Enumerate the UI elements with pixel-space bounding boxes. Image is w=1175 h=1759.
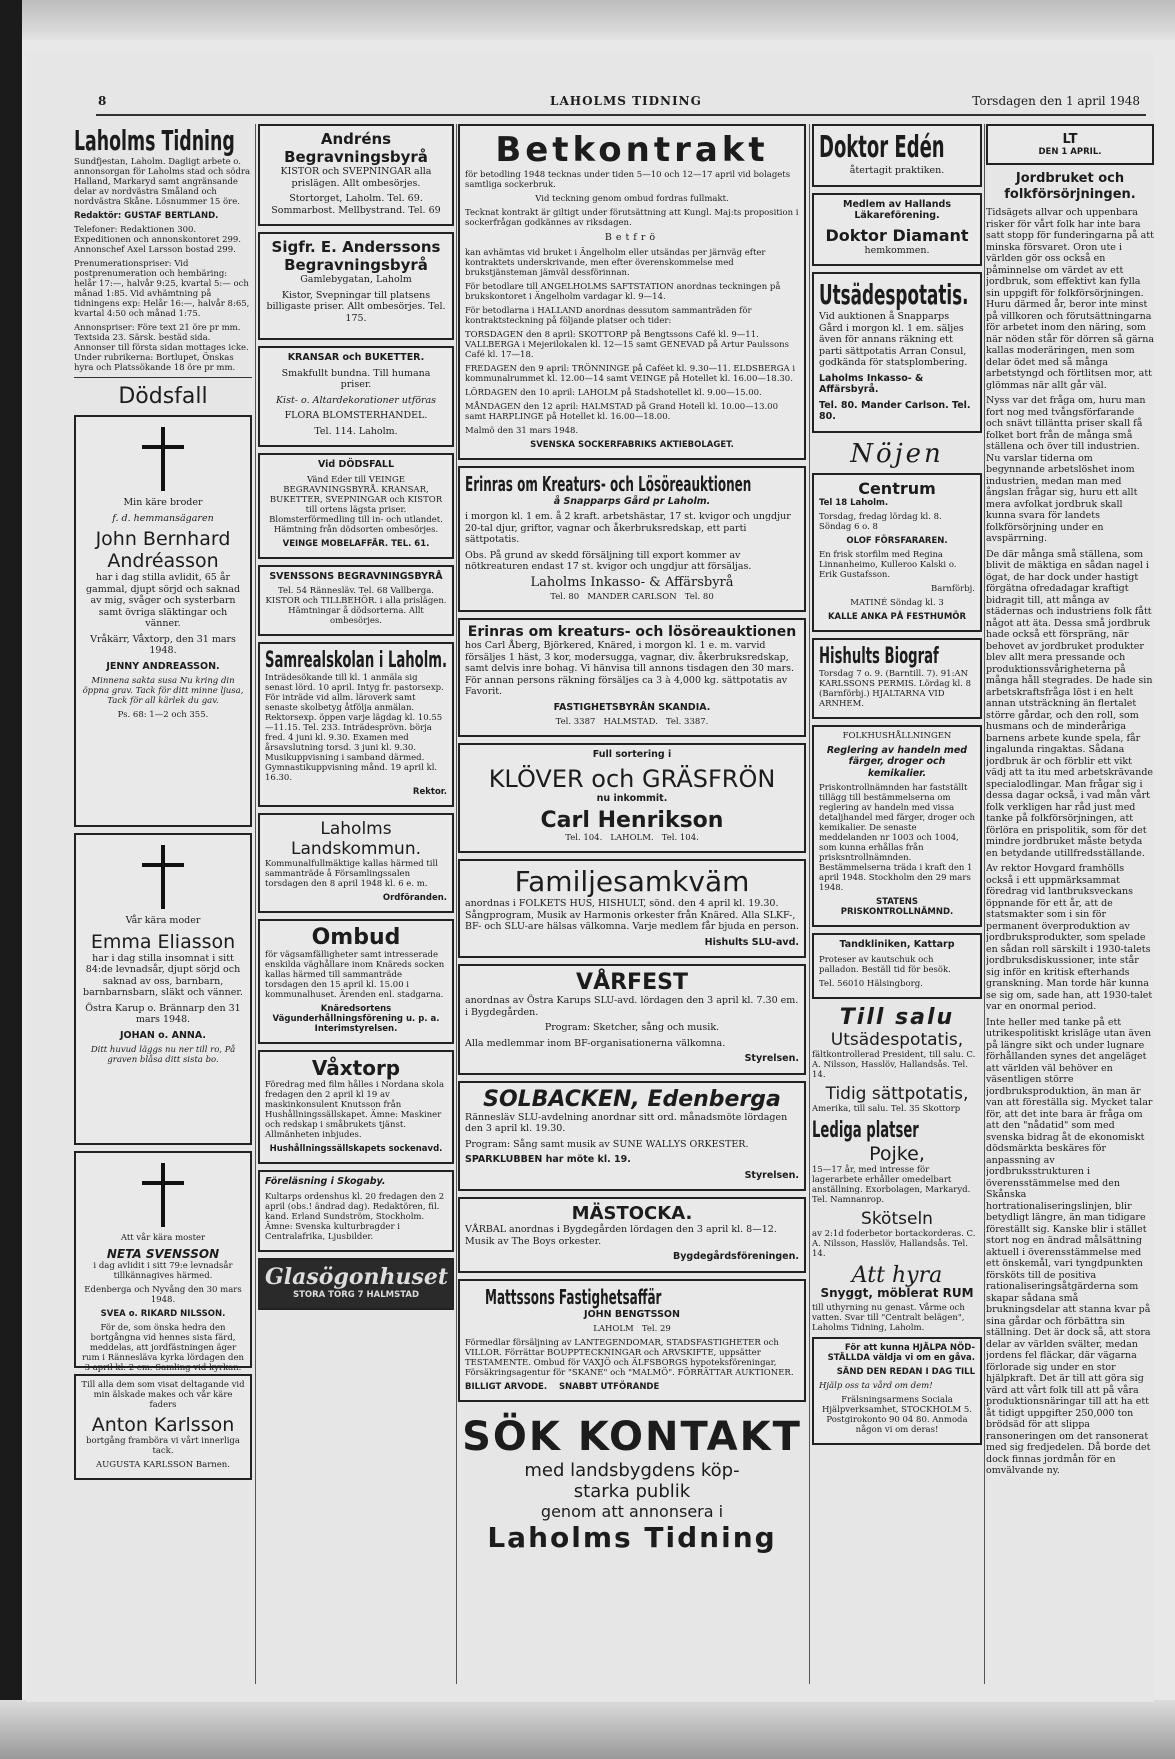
column-rule [809,124,810,1684]
notice-title: Ombud [311,925,401,950]
ad-glasogonhuset [258,1258,454,1310]
ad-contact: Tel. 104. LAHOLM. Tel. 104. [565,833,699,843]
ad-footer: STATENS PRISKONTROLLNÄMND. [840,897,954,917]
ad-title: KRANSAR och BUKETTER. [287,352,425,363]
ad-mattssons [458,1279,806,1403]
ad-text: Vid auktionen å Snapparps Gård i morgon kl. 1 em. säljes även för annans räkning ett parti sättpotatis Arran Consul, godkända för statsplombering. [819,311,968,368]
ad-contact: LAHOLM Tel. 29 [593,1324,671,1334]
ad-auction-bjorkered [458,618,806,737]
ad-text: Rännesläv SLU-avdelning anordnar sitt ord. månadsmöte lördagen den 3 april kl. 19.30. [465,1111,788,1134]
obit-place: Östra Karup o. Brännarp den 31 mars 1948. [85,1002,241,1025]
thanks-name: Anton Karlsson [91,1414,235,1436]
thanks-sign: AUGUSTA KARLSSON Barnen. [96,1460,230,1470]
ad-title: Mattssons Fastighetsaffär [484,1284,662,1309]
obit-title: f. d. hemmansägaren [112,512,214,524]
ad-title: SÖK KONTAKT [462,1414,802,1460]
thanks-anton-karlsson [74,1374,252,1480]
ad-text: Priskontrollnämnden har fastställt tillägg till bestämmelserna om reglering av handeln med vissa detaljhandel med färger, droger och kemikalier. De senaste meddelanden nr 1003 och 1004, som kunna erhållas från prisksntrollnämnden. Bestämmelserna träda i kraft den 1 april 1948. Stockholm den 29 mars 1948. [819,783,975,893]
ad-slogan: Hjälp oss ta vård om dem! [819,1381,933,1391]
ad-text: Proteser av kautschuk och palladon. Beställ tid för besök. [819,954,951,975]
ad-title: Hishults Biograf [819,643,939,669]
notice-sign: Knäredsortens Vägunderhållningsförening u. p. a. Interimstyrelsen. [272,1004,440,1034]
notice-sign: Hushållningssällskapets sockenavd. [269,1144,443,1154]
ad-sok-kontakt [458,1408,806,1554]
ad-doktor-diamant [812,193,982,267]
masthead: Laholms Tidning [74,124,235,157]
ad-sign: Styrelsen. [744,1053,799,1064]
ad-contact: Tel. 80 MANDER CARLSON Tel. 80 [550,592,714,602]
ad-text-2: Kist- o. Altardekorationer utföras [275,394,437,406]
notice-title: Föreläsning i Skogaby. [265,1176,386,1187]
obit-place: Vråkärr, Våxtorp, den 31 mars 1948. [90,633,236,656]
ad-program: Program: Sketcher, sång och musik. [544,1022,720,1033]
ad-title: Centrum [858,478,936,498]
column-rule [984,124,985,1684]
thanks-text: Till alla dem som visat deltagande vid min älskade makes och vår käre faders [81,1380,245,1410]
ad-veinge [258,453,454,559]
notice-text: Föredrag med film hålles i Nordana skola fredagen den 2 april kl 19 av maskinkonsulent Knutsson från Hushållningssällskapet. Ämne: Maskiner och redskap i småbrukets tjänst. Allmänheten inbjudes. [265,1080,445,1140]
ad-familjesamkvam [458,859,806,958]
ad-klover [458,743,806,853]
ad-text: fältkontrollerad President, till salu. C. A. Nilsson, Hasslöv, Hallandsås. Tel. 14. [812,1049,976,1080]
ad-rating: Barnförbj. [931,583,975,594]
ad-prices: Annonspriser: Före text 21 öre pr mm. Textsida 23. Särsk. bestäd sida. Annonser till första sidan mottages icke. Under rubrikerna: Bortlupet, Önskas hyra och Platssökande 18 öre pr mm. [74,323,249,373]
column-notices [812,124,982,1684]
ad-top: Medlem av Hallands Läkareförening. [842,198,952,221]
scan-edge-left [0,0,22,1759]
column-rule [456,124,457,1684]
ad-title: Andréns Begravningsbyrå [284,130,428,166]
bet-subheading: Betfrö [604,232,660,243]
section-title-nojen: Nöjen [850,438,944,469]
bet-text-2: Vid teckning genom ombud fordras fullmakt. [535,194,729,204]
column-imprint-obituaries [74,124,252,1684]
editorial-paragraph: Tidsägets allvar och uppenbara risker för vårt folk har inte bara satt stopp för funderingarna på att minska försvaret. Oron ute i världen gör oss också en påminnelse om värdet av ett jordbruk, som effektivt kan fylla sin uppgift för folkförsörjningen. Huru därmed år, beror inte minst på villkoren och förutsättningarna för arbetet inom den näring, som när nöden står för dörren så gärna kallas moderäringen, men som delar ödet med så många arbetstyngd och förtlitsen mor, att glömmas när allt går väl. [986,207,1154,391]
ad-footer: BILLIGT ARVODE. SNABBT UTFÖRANDE [465,1382,660,1392]
cross-icon [142,1163,184,1227]
ad-name: JOHN BENGTSSON [584,1308,680,1320]
ad-title: Utsädespotatis, [830,1029,964,1050]
ad-title: Familjesamkväm [514,865,750,898]
ad-text: Tel. 54 Rännesläv. Tel. 68 Vallberga. KISTOR och TILLBEHÖR. i alla prislägen. Hämtningar å dödsorterna. Allt ombesörjes. [265,586,447,626]
ad-title: Doktor Diamant [825,225,969,245]
ad-text: hemkommen. [864,244,930,256]
ad-text: Kistor, Svepningar till platsens billigaste priser. Allt ombesörjes. Tel. 175. [266,289,446,324]
ad-mastocka [458,1197,806,1273]
ad-doktor-eden [812,124,982,187]
obit-name: NETA SVENSSON [106,1247,220,1261]
ad-contact: Tel. 80. Mander Carlson. Tel. 80. [819,399,971,422]
ad-title: Sigfr. E. Anderssons Begravningsbyrå [271,238,441,274]
ad-address: Stortorget, Laholm. Tel. 69. Sommarbost. Mellbystrand. Tel. 69 [271,193,441,216]
notice-vaxtorp [258,1050,454,1164]
obit-text: har i dag stilla insomnat i sitt 84:de levnadsår, djupt sörjd och saknad av oss, barnbarn, barnbarnsbarn, släkt och vänner. [83,952,243,998]
ad-text: anordnas av Östra Karups SLU-avd. lördagen den 3 april kl. 7.30 em. i Bygdegården. [465,995,799,1018]
ad-address: STORA TORG 7 HALMSTAD [292,1289,420,1300]
notice-title-2: Landskommun. [290,839,422,859]
obit-verse: Ditt huvud läggs nu ner till ro, På graven blåsa ditt sista bo. [90,1045,236,1065]
ad-text-2: SPARKLUBBEN har möte kl. 19. [465,1154,631,1165]
ad-subtitle: å Snapparps Gård pr Laholm. [553,495,711,507]
obit-name: Emma Eliasson [90,930,236,953]
bet-sign: SVENSKA SOCKERFABRIKS AKTIEBOLAGET. [530,439,734,450]
ad-text: Torsdag 7 o. 9. (Barntill. 7). 91:AN KARLSSONS PERMIS. Lördag kl. 8 (Barnförbj.) HJALTARNA VID ARNHEM. [819,668,972,709]
ad-regulation [812,725,982,928]
ad-title: KLÖVER och GRÄSFRÖN [488,764,776,793]
bet-schedule-row: FREDAGEN den 9 april: TRÖNNINGE på Caféet kl. 9.30—11. ELDSBERGA i kommunalrummet kl. 12.00—14 samt VEINGE på Hotellet kl. 16.00—18.30. [465,363,796,384]
ad-text-2: Obs. På grund av skedd försäljning till export kommer av nötkreaturen endast 17 st. kvigor och ungdjur att försäljas. [465,549,752,572]
ad-sign: Hishults SLU-avd. [704,936,799,948]
ad-title: VÅRFEST [576,970,688,995]
ad-phone: Tel. 114. Laholm. [314,425,398,437]
obituary-neta-svensson [74,1151,252,1373]
ad-svenssons [258,565,454,637]
editorial-title: Jordbruket och folkförsörjningen. [1004,171,1136,202]
obit-name-surname: Andréasson [107,550,219,572]
page-number: 8 [98,94,107,108]
notice-sign: Ordföranden. [382,893,447,903]
editorial-paragraph: Nyss var det fråga om, huru man fort nog med tvångsförfarande och snävt tilläntta priser skall få folket bort från de många små ställena och över till industrien. Nu varslar tiderna om begynnande arbetslöshet inom industrien, medan man med ångslan frågar sig, huru ett allt mera avfolkat jordbruk skall kunna svara för landets folkförsörjning under en avspärrning. [986,395,1146,544]
ad-line: starka publik [573,1481,691,1502]
ad-matinee-film: KALLE ANKA PÅ FESTHUMÖR [827,611,967,622]
obit-intro: Vår kära moder [125,915,201,926]
obit-sign: SVEA o. RIKARD NILSSON. [100,1309,226,1319]
ad-name: FLORA BLOMSTERHANDEL. [284,410,428,421]
subscription-prices: Prenumerationspriser: Vid postprenumeration och hembäring: helår 17:—, halvår 9:25, kvartal 5:— och månad 1:85. Vid avhämtning på tidningens exp: Helår 16:—, halvår 8:65, kvartal 4:50 och månad 1:75. [74,259,250,319]
ad-title: Vid DÖDSFALL [317,459,395,470]
ad-program: Program: Sång samt musik av SUNE WALLYS ORKESTER. [465,1138,749,1150]
ad-paper-name: Laholms Tidning [487,1521,777,1554]
ad-betkontrakt [458,124,806,460]
ad-title: Tandkliniken, Kattarp [839,939,955,950]
obituary-john-bernhard [74,415,252,827]
ad-film: OLOF FÖRSFARAREN. [846,535,948,546]
ad-firm: FASTIGHETSBYRÅN SKANDIA. [553,701,711,713]
ad-title: Snyggt, möblerat RUM [820,1285,974,1300]
obit-sign: JOHAN o. ANNA. [119,1029,206,1041]
newspaper-page [26,52,1154,1702]
editorial-paragraph: Av rektor Hovgard framhölls också i ett uppmärksammat föredrag vid lantbruksveckans öppnande för ett år, att de statsmakter som i sin för permanent överproduktion av jordbruksprodukter, som spelade en sådan roll särskilt i 1930-talets jordbruksdiskussioner, inte står sig inför en kritisk efterhands granskning. Man torde här kunna se sig om, sade han, att 1930-talet var en onormal period. [986,863,1153,1012]
ad-subtitle: nu inkommit. [596,792,668,804]
ad-pojke [812,1143,982,1205]
obit-note: För de, som önska hedra den bortgångna vid hennes sista färd, meddelas, att jordfästningen äger rum i Rännesläva kyrka lördagen den 3 april kl. 2 em. Samling vid kyrkan. [81,1323,245,1373]
bet-text-1: för betodling 1948 tecknas under tiden 5—10 och 12—17 april vid bolagets samtliga sockerbruk. [465,170,791,190]
death-notices-title: Dödsfall [118,384,208,409]
editor-line: Redaktör: GUSTAF BERTLAND. [74,211,219,221]
ad-footer: VEINGE MOBELAFFÄR. TEL. 61. [282,538,430,549]
ad-title: Betkontrakt [495,130,769,170]
notice-samrealskolan [258,642,454,807]
ad-andrens [258,124,454,226]
bet-schedule-row: TORSDAGEN den 8 april: SKOTTORP på Bengtssons Café kl. 9—11. VALLBERGA i Mejerilokalen kl. 12—15 samt GENEVAD på Artur Paulssons Café kl. 17—18. [465,329,789,360]
obit-place: Edenberga och Nyvång den 30 mars 1948. [84,1285,242,1305]
ad-title: Skötseln [861,1208,933,1229]
ad-sigfr-andersson [258,232,454,340]
ad-centrum [812,473,982,632]
ad-text: KISTOR och SVEPNINGAR alla prislägen. Allt ombesörjes. [280,166,432,189]
bet-text-3: Tecknat kontrakt är giltigt under förutsättning att Kungl. Maj:ts proposition i sockerfrågan godkännes av riksdagen. [465,208,799,228]
ad-address: Gamlebygatan, Laholm [300,274,412,285]
ad-phone: Tel. 56010 Hälsingborg. [819,978,923,989]
badge-date: DEN 1 APRIL. [1038,147,1102,157]
ad-sign: Bygdegårdsföreningen. [672,1251,799,1262]
ad-footer: Frälsningsarmens Sociala Hjälpverksamhet, STOCKHOLM 5. Postgirokonto 90 04 80. Anmoda någon vi om deras! [822,1395,972,1435]
ad-frälsningsarmen [812,1337,982,1445]
ad-text: Förmedlar försäljning av LANTEGENDOMAR, STADSFASTIGHETER och VILLOR. Förrättar BOUPPTECKNINGAR och ARVSKIFTE, uppsätter TESTAMENTE. Ombud för VAXJÖ och ÄLFSBORGS hypoteksföreningar, Försäkringsagentur för "SKANE" och "MALMÖ". FÖRRÄTTAR AUKTIONER. [465,1338,794,1378]
ad-text: Smakfullt bundna. Till humana priser. [281,367,431,390]
ad-firm: Laholms Inkasso- & Affärsbyrå. [819,372,924,395]
ad-title: Pojke, [869,1142,925,1165]
column-editorial [986,124,1154,1684]
ad-title: Reglering av handeln med färger, droger och kemikalier. [826,744,968,779]
badge-lt: LT [1062,132,1078,147]
ad-days: Torsdag, fredag lördag kl. 8. Söndag 6 o. 8 [819,511,942,532]
ad-title: SVENSSONS BEGRAVNINGSBYRÅ [269,570,443,582]
ad-tandkliniken [812,933,982,999]
ad-flora [258,346,454,447]
notice-skogaby [258,1170,454,1252]
notice-text: för vägsamfälligheter samt intresserade enskilda väghållare inom Knäreds socken kallas härmed till sammanträde torsdagen den 15 april kl. 15.00 i kommunalhuset. Ärenden enl. stadgarna. [265,950,445,1000]
notice-title: Våxtorp [311,1056,401,1080]
notice-title: Laholms [320,819,392,839]
ad-title: Tidig sättpotatis, [825,1083,969,1104]
notice-landskommun [258,813,454,913]
ad-title: Utsädespotatis. [819,278,969,311]
obit-text: har i dag stilla avlidit, 65 år gammal, djupt sörjd och saknad av mig, svåger och systerbarn samt övriga släktingar och vänner. [85,572,241,629]
scan-edge-top [0,0,1175,40]
ad-utsadespotatis-2 [812,1030,982,1080]
notice-sign: Rektor. [412,787,447,797]
ad-hishults-biograf [812,638,982,719]
editorial-paragraph: De där många små ställena, som blivit de mäktiga en sådan nagel i ögat, de har dock under hastigt förgätna ofredadagar kraftigt bidragit till, att många av städernas och industriens folk fått något att äta. Dessa små jordbruk hade också ett förspräng, när behovet av jordbruket produkter blev allt mera pressande och produktionssvårigheterna på många håll stegrades. De hade sin arbetskraftsfråga löst i en helt annan utsträckning än flertalet större gårdar, och den roll, som husmans och de minderåriga barnens arbete kunde spela, får ingalunda ringaktas. Sådana jordbruk är och förblir ett vikt vädj att ta itu med arbetskrävande specialodlingar. Man frågar sig i dessa dagar också, i vad mån vårt folk verkligen har råd just med tanke på folkförsörjningen, att förlöra en prispolitik, som för det mindre jordbruket måste betyda en betydande utillfredsställande. [986,548,1154,859]
ad-name: Carl Henrikson [540,808,724,833]
imprint-text: Sundfjestan, Laholm. Dagligt arbete o. annonsorgan för Laholms stad och södra Halland, Markaryd samt angränsande delar av nordvästra Småland och nordvästra Skåne. Lösnummer 15 öre. [74,157,251,207]
header-rule [96,114,1146,116]
ad-text: VÅRBAL anordnas i Bygdegården lördagen den 3 april kl. 8—12. Musik av The Boys orkester. [465,1224,777,1247]
ad-skotseln [812,1209,982,1259]
ad-text: Vänd Eder till VEINGE BEGRAVNINGSBYRÅ. KRANSAR, BUKETTER, SVEPNINGAR och KISTOR till ortens lägsta priser. Blomsterförmedling till in- och utlandet. Hämtning från dödsorten ombesörjes. [269,474,443,535]
ad-line: genom att annonsera i [540,1502,724,1521]
ad-varfest [458,964,806,1075]
ad-text: anordnas i FOLKETS HUS, HISHULT, sönd. den 4 april kl. 19.30. Sångprogram, Musik av Harmonis orkester från Knäred. Alla SLKF-, BF- och SLU-are hälsas välkomna. Varje medlem får bjuda en person. [465,898,799,932]
notice-text: Inträdesökande till kl. 1 anmäla sig senast lörd. 10 april. Intyg fr. pastorsexp. För inträde vid allm. läroverk samt senaste skolbetyg åtfölja anmälan. Rektorsexp. öppen varje lägdag kl. 10.55—11.15. Tel. 233. Inträdesprövn. börja fred. 4 juni kl. 9.30. Examen med årsavslutning torsd. 3 juni kl. 9.30. Musikuppvisning i samband därmed. Gymnastikuppvisning månd. 19 april kl. 16.30. [265,673,444,783]
notice-ombud [258,919,454,1044]
ad-title: Erinras om Kreaturs- och Lösöreauktionen [465,471,752,496]
ad-title: Glasögonhuset [265,1263,449,1290]
ad-firm: Laholms Inkasso- & Affärsbyrå [530,574,734,590]
ad-text: 15—17 år, med intresse för lagerarbete erhåller omedelbart anställning. Exorbolagen, Markaryd. Tel. Namnanrop. [812,1164,971,1205]
ad-text: Amerika, till salu. Tel. 35 Skottorp [812,1103,961,1114]
ad-matinee: MATINÉ Söndag kl. 3 [850,597,944,608]
obit-text: i dag avlidit i sitt 79:e levnadsår tillkännagives härmed. [93,1261,233,1281]
ad-top: FOLKHUSHÅLLNINGEN [842,730,952,741]
editorial-badge [986,124,1154,165]
section-title-lediga-platser: Lediga platser [812,1117,919,1143]
ad-sign: Styrelsen. [744,1169,799,1181]
bet-schedule-row: LÖRDAGEN den 10 april: LAHOLM på Stadshotellet kl. 9.00—15.00. [465,387,762,398]
bet-schedule-row: MÅNDAGEN den 12 april: HALMSTAD på Grand Hotell kl. 10.00—13.00 samt HARPLINGE på Hotellet kl. 16.00—18.00. [465,401,778,422]
thanks-text-2: bortgång framböra vi vårt innerliga tack. [86,1436,240,1456]
ad-text: En frisk storfilm med Regina Linnanheimo, Kulleroo Kalski o. Erik Gustafsson. [819,549,957,580]
scan-edge-bottom [0,1700,1175,1759]
obituary-emma-eliasson [74,833,252,1145]
ad-text: till uthyrning nu genast. Vårme och vatten. Svar till "Centralt belägen", Laholms Tidning, Laholm. [812,1303,965,1333]
ad-appeal-2: SÄND DEN REDAN I DAG TILL [836,1367,975,1377]
column-funeral-notices [258,124,454,1684]
ad-solbacken [458,1081,806,1192]
ad-text-2: Alla medlemmar inom BF-organisationerna välkomna. [465,1037,726,1049]
ad-title: MÄSTOCKA. [571,1203,693,1224]
bet-text-5: För betodlare till ANGELHOLMS SAFTSTATION anordnas teckningen på brukskontoret i Ängelholm vardagar kl. 9—14. [465,281,781,302]
obit-intro: Min käre broder [123,497,203,508]
ad-line: med landsbygdens köp- [524,1460,740,1481]
page-header [26,94,1154,114]
ad-appeal: För att kunna HJÄLPA NÖD-STÄLLDA väldja vi om en gåva. [827,1343,975,1363]
section-title-att-hyra: Att hyra [851,1262,943,1288]
ad-utsadespotatis [812,272,982,433]
ad-title: SOLBACKEN, Edenberga [483,1086,781,1112]
ad-text: av 2:1d foderbetor bortackorderas. C. A. Nilsson, Hasslöv, Hallandsås. Tel. 14. [812,1228,976,1259]
bet-date: Malmö den 31 mars 1948. [465,425,579,436]
ad-tidig-sattpotatis [812,1084,982,1114]
paper-name: LAHOLMS TIDNING [550,94,702,108]
ad-snyggt-rum [812,1285,982,1334]
phone-list: Telefoner: Redaktionen 300. Expeditionen och annonskontoret 299. Annonschef Axel Larsson bostad 299. [74,225,241,255]
obit-psalm: Ps. 68: 1—2 och 355. [117,710,209,720]
obit-intro: Att vår kära moster [120,1233,206,1243]
obit-sign: JENNY ANDREASSON. [106,660,220,672]
bet-text-6: För betodlarna i HALLAND anordnas dessutom sammanträden för kontraktsteckning på följande platser och tider: [465,305,752,326]
ad-auction-snapparp [458,466,806,613]
issue-date: Torsdagen den 1 april 1948 [972,94,1140,108]
obit-verse: Minnena sakta susa Nu kring din öppna grav. Tack för ditt minne ljusa, Tack för all kärlek du gav. [82,676,244,706]
notice-title: Samrealskolan i Laholm. [265,648,448,673]
bet-text-4: kan avhämtas vid bruket i Ängelholm eller utsändas per järnväg efter kontraktets underskrivande, men efter överenskommelse med brukstjänsteman jämväl dessförinnan. [465,247,766,278]
ad-title: Erinras om kreaturs- och lösöreauktionen [467,624,797,640]
notice-text: Kultarps ordenshus kl. 20 fredagen den 2 april (obs.! ändrad dag). Redaktören, fil. kand. Erland Sundström, Stockholm. Ämne: Svenska kulturbragder i Centralafrika, Ljusbilder. [265,1191,445,1242]
ad-phone: Tel 18 Laholm. [819,497,889,508]
ad-text: hos Carl Åberg, Björkered, Knäred, i morgon kl. 1 e. m. varvid försäljes 1 häst, 3 kor, modersugga, vagnar, div. åkerbruksredskap, samt delvis inre bohag. Vi hänvisa till annons tisdagen den 30 mars. För annan persons räkning försäljes ca 3 à 4,000 kg. sättpotatis av Favorit. [465,640,795,697]
section-title-till-salu: Till salu [839,1004,955,1030]
ad-top: Full sortering i [592,749,672,760]
column-rule [255,124,256,1684]
obit-name: John Bernhard [95,528,231,550]
ad-contact: Tel. 3387 HALMSTAD. Tel. 3387. [555,717,709,727]
editorial-paragraph: Inte heller med tanke på ett utrikespolitiskt krisläge utan även på längre sikt och under lugnare förhållanden synes det angeläget att världen väl behöver en väsentligen större jordbruksproduktion, än man är van att föreställa sig. Mycket talar för, att det inte bara är fråga om att den "nådatid" som med svenska bidrag åt de ekonomiskt dödsmärkta beskäres för anpassning av jordbruksstrukturen i överensstämmelse med den Skånska hortrationaliseringslinjen, blir betydligt längre, än man tidigare föreställt sig. Kanske blir i stället stort nog en ändrad målsättning aktuell i överensstämmelse med ett önskemål, vari tyngdpunkten försköts till de positiva rationaliseringsåtgärderna som skapar sådana små brukningsdelar att stanna kvar på sina gårdar och förbättra sin ställning. Det är dock så, att stora delar av världen svälter, medan jordens fel fläckar, där vägarna förlorade sig under en stor hjälpkraft. Det är till att göra sig värd att vårt folk till att på våra produktionsnäringar till att ha ett åt tidigt uppgifter 250,000 ton brödsäd för att slippa ransoneringen om det ransonerat med sig fredjedelen. Då borde det dock finnas jordmån för en omvälvande ny. [986,1016,1153,1476]
column-main-ads [458,124,806,1684]
ad-title: Doktor Edén [819,130,945,165]
ad-text: återtagit praktiken. [849,165,945,176]
cross-icon [142,427,184,491]
cross-icon [142,845,184,909]
ad-text: i morgon kl. 1 em. å 2 kraft. arbetshästar, 17 st. kvigor och ungdjur 20-tal djur, griftor, vagnar och åkerbruksredskap, ett parti sättpotatis. [465,511,791,545]
notice-text: Kommunalfullmäktige kallas härmed till sammanträde å Församlingssalen torsdagen den 8 april 1948 kl. 6 e. m. [265,859,438,889]
